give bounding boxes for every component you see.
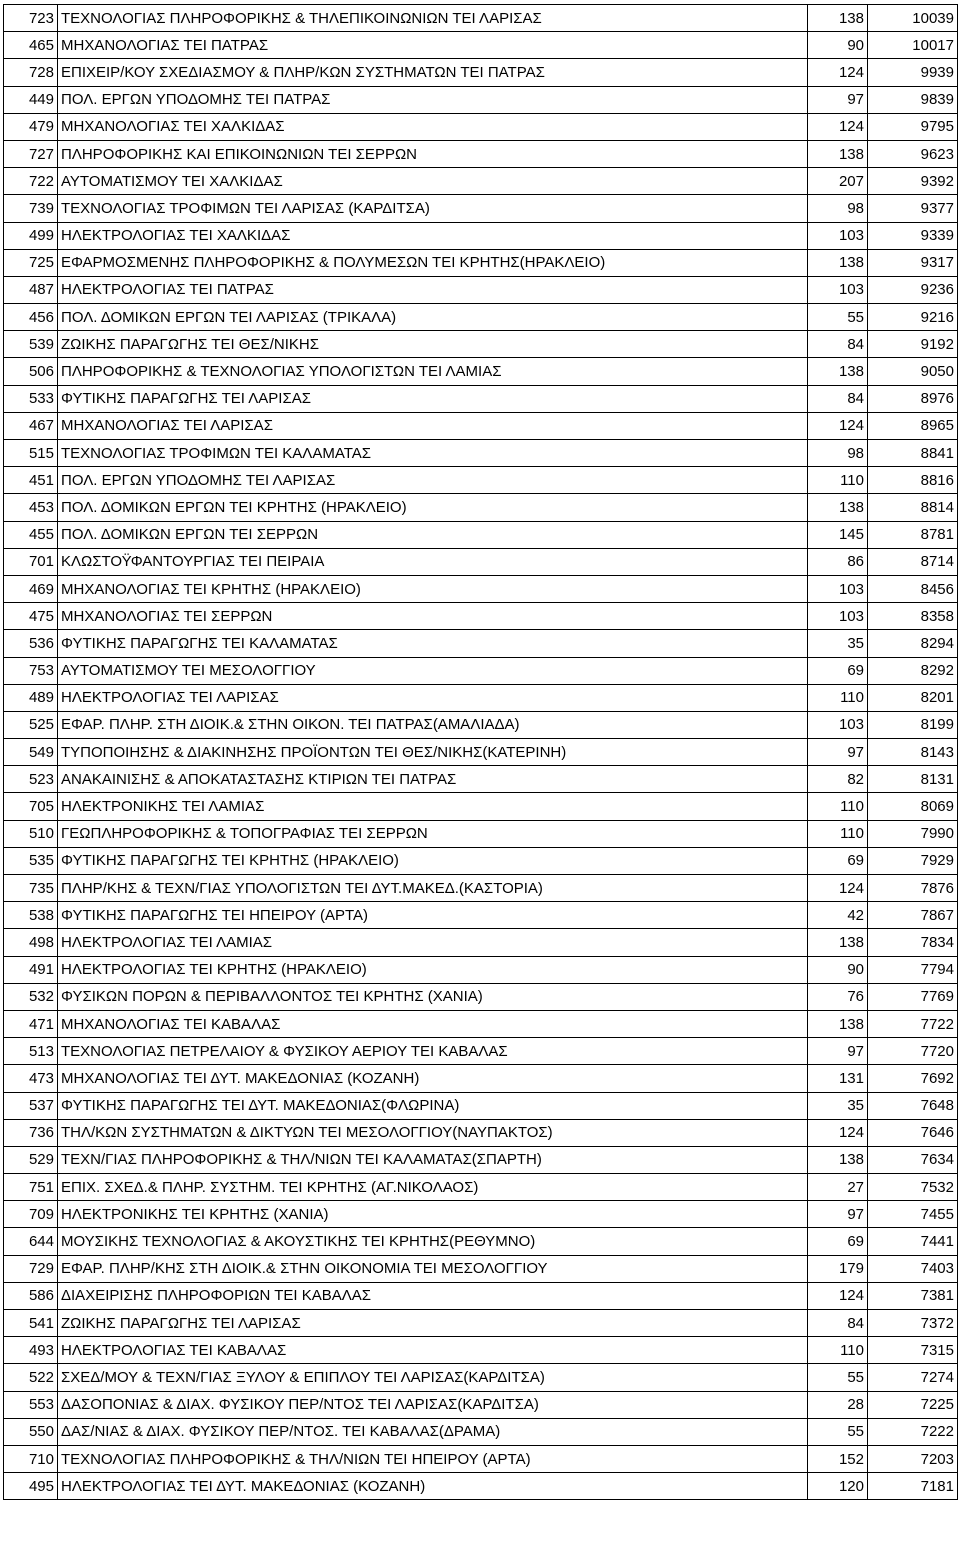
department-code-cell: 491 bbox=[4, 956, 58, 983]
table-row bbox=[4, 603, 958, 630]
score-cell: 10017 bbox=[868, 32, 958, 59]
table-row bbox=[4, 1228, 958, 1255]
table-row bbox=[4, 222, 958, 249]
positions-cell: 124 bbox=[808, 113, 868, 140]
department-code-cell: 727 bbox=[4, 140, 58, 167]
score-cell: 8292 bbox=[868, 657, 958, 684]
table-row bbox=[4, 385, 958, 412]
department-code-cell: 553 bbox=[4, 1391, 58, 1418]
score-cell: 8841 bbox=[868, 440, 958, 467]
table-row bbox=[4, 1282, 958, 1309]
score-cell: 9839 bbox=[868, 86, 958, 113]
department-code-cell: 479 bbox=[4, 113, 58, 140]
positions-cell: 152 bbox=[808, 1445, 868, 1472]
table-row bbox=[4, 195, 958, 222]
department-code-cell: 735 bbox=[4, 875, 58, 902]
score-cell: 7646 bbox=[868, 1119, 958, 1146]
positions-cell: 124 bbox=[808, 1282, 868, 1309]
department-name-cell: ΠΟΛ. ΕΡΓΩΝ ΥΠΟΔΟΜΗΣ ΤΕΙ ΛΑΡΙΣΑΣ bbox=[58, 467, 808, 494]
positions-cell: 110 bbox=[808, 467, 868, 494]
department-code-cell: 451 bbox=[4, 467, 58, 494]
department-name-cell: ΦΥΤΙΚΗΣ ΠΑΡΑΓΩΓΗΣ ΤΕΙ ΗΠΕΙΡΟΥ (ΑΡΤΑ) bbox=[58, 902, 808, 929]
score-cell: 7990 bbox=[868, 820, 958, 847]
table-row bbox=[4, 32, 958, 59]
department-code-cell: 523 bbox=[4, 766, 58, 793]
score-cell: 8456 bbox=[868, 575, 958, 602]
department-code-cell: 529 bbox=[4, 1146, 58, 1173]
department-code-cell: 644 bbox=[4, 1228, 58, 1255]
score-cell: 8814 bbox=[868, 494, 958, 521]
positions-cell: 120 bbox=[808, 1473, 868, 1500]
table-row bbox=[4, 1119, 958, 1146]
table-row bbox=[4, 1445, 958, 1472]
department-name-cell: ΤΕΧΝΟΛΟΓΙΑΣ ΤΡΟΦΙΜΩΝ ΤΕΙ ΛΑΡΙΣΑΣ (ΚΑΡΔΙΤΣΑ) bbox=[58, 195, 808, 222]
score-cell: 9939 bbox=[868, 59, 958, 86]
department-code-cell: 493 bbox=[4, 1337, 58, 1364]
table-row bbox=[4, 1473, 958, 1500]
department-name-cell: ΕΦΑΡ. ΠΛΗΡ/ΚΗΣ ΣΤΗ ΔΙΟΙΚ.& ΣΤΗΝ ΟΙΚΟΝΟΜΙΑ ΤΕΙ ΜΕΣΟΛΟΓΓΙΟΥ bbox=[58, 1255, 808, 1282]
score-cell: 7225 bbox=[868, 1391, 958, 1418]
departments-table bbox=[3, 4, 958, 1500]
department-name-cell: ΔΑΣ/ΝΙΑΣ & ΔΙΑΧ. ΦΥΣΙΚΟΥ ΠΕΡ/ΝΤΟΣ. ΤΕΙ ΚΑΒΑΛΑΣ(ΔΡΑΜΑ) bbox=[58, 1418, 808, 1445]
score-cell: 8143 bbox=[868, 739, 958, 766]
positions-cell: 69 bbox=[808, 657, 868, 684]
score-cell: 7867 bbox=[868, 902, 958, 929]
department-code-cell: 550 bbox=[4, 1418, 58, 1445]
department-code-cell: 495 bbox=[4, 1473, 58, 1500]
department-name-cell: ΜΗΧΑΝΟΛΟΓΙΑΣ ΤΕΙ ΚΑΒΑΛΑΣ bbox=[58, 1010, 808, 1037]
table-row bbox=[4, 929, 958, 956]
score-cell: 7403 bbox=[868, 1255, 958, 1282]
table-row bbox=[4, 1418, 958, 1445]
department-code-cell: 537 bbox=[4, 1092, 58, 1119]
positions-cell: 97 bbox=[808, 86, 868, 113]
department-name-cell: ΠΟΛ. ΕΡΓΩΝ ΥΠΟΔΟΜΗΣ ΤΕΙ ΠΑΤΡΑΣ bbox=[58, 86, 808, 113]
table-row bbox=[4, 1065, 958, 1092]
department-name-cell: ΖΩΙΚΗΣ ΠΑΡΑΓΩΓΗΣ ΤΕΙ ΛΑΡΙΣΑΣ bbox=[58, 1310, 808, 1337]
department-code-cell: 449 bbox=[4, 86, 58, 113]
department-name-cell: ΕΠΙΧ. ΣΧΕΔ.& ΠΛΗΡ. ΣΥΣΤΗΜ. ΤΕΙ ΚΡΗΤΗΣ (ΑΓ.ΝΙΚΟΛΑΟΣ) bbox=[58, 1174, 808, 1201]
department-code-cell: 506 bbox=[4, 358, 58, 385]
department-name-cell: ΠΟΛ. ΔΟΜΙΚΩΝ ΕΡΓΩΝ ΤΕΙ ΣΕΡΡΩΝ bbox=[58, 521, 808, 548]
positions-cell: 131 bbox=[808, 1065, 868, 1092]
positions-cell: 110 bbox=[808, 1337, 868, 1364]
score-cell: 8131 bbox=[868, 766, 958, 793]
department-name-cell: ΜΗΧΑΝΟΛΟΓΙΑΣ ΤΕΙ ΔΥΤ. ΜΑΚΕΔΟΝΙΑΣ (ΚΟΖΑΝΗ) bbox=[58, 1065, 808, 1092]
positions-cell: 124 bbox=[808, 59, 868, 86]
positions-cell: 55 bbox=[808, 304, 868, 331]
table-row bbox=[4, 1146, 958, 1173]
department-code-cell: 549 bbox=[4, 739, 58, 766]
department-code-cell: 487 bbox=[4, 276, 58, 303]
department-name-cell: ΜΗΧΑΝΟΛΟΓΙΑΣ ΤΕΙ ΛΑΡΙΣΑΣ bbox=[58, 412, 808, 439]
table-row bbox=[4, 983, 958, 1010]
score-cell: 7834 bbox=[868, 929, 958, 956]
table-row bbox=[4, 657, 958, 684]
score-cell: 7441 bbox=[868, 1228, 958, 1255]
table-row bbox=[4, 276, 958, 303]
positions-cell: 138 bbox=[808, 1146, 868, 1173]
department-code-cell: 701 bbox=[4, 548, 58, 575]
department-name-cell: ΠΟΛ. ΔΟΜΙΚΩΝ ΕΡΓΩΝ ΤΕΙ ΚΡΗΤΗΣ (ΗΡΑΚΛΕΙΟ) bbox=[58, 494, 808, 521]
table-row bbox=[4, 140, 958, 167]
positions-cell: 103 bbox=[808, 276, 868, 303]
positions-cell: 84 bbox=[808, 331, 868, 358]
department-name-cell: ΗΛΕΚΤΡΟΛΟΓΙΑΣ ΤΕΙ ΚΑΒΑΛΑΣ bbox=[58, 1337, 808, 1364]
table-row bbox=[4, 168, 958, 195]
positions-cell: 124 bbox=[808, 875, 868, 902]
score-cell: 7274 bbox=[868, 1364, 958, 1391]
positions-cell: 138 bbox=[808, 494, 868, 521]
department-name-cell: ΤΥΠΟΠΟΙΗΣΗΣ & ΔΙΑΚΙΝΗΣΗΣ ΠΡΟΪΟΝΤΩΝ ΤΕΙ ΘΕΣ/ΝΙΚΗΣ(ΚΑΤΕΡΙΝΗ) bbox=[58, 739, 808, 766]
department-name-cell: ΑΥΤΟΜΑΤΙΣΜΟΥ ΤΕΙ ΜΕΣΟΛΟΓΓΙΟΥ bbox=[58, 657, 808, 684]
department-name-cell: ΜΗΧΑΝΟΛΟΓΙΑΣ ΤΕΙ ΚΡΗΤΗΣ (ΗΡΑΚΛΕΙΟ) bbox=[58, 575, 808, 602]
table-row bbox=[4, 902, 958, 929]
positions-cell: 82 bbox=[808, 766, 868, 793]
department-name-cell: ΗΛΕΚΤΡΟΛΟΓΙΑΣ ΤΕΙ ΔΥΤ. ΜΑΚΕΔΟΝΙΑΣ (ΚΟΖΑΝΗ) bbox=[58, 1473, 808, 1500]
department-name-cell: ΦΥΤΙΚΗΣ ΠΑΡΑΓΩΓΗΣ ΤΕΙ ΔΥΤ. ΜΑΚΕΔΟΝΙΑΣ(ΦΛΩΡΙΝΑ) bbox=[58, 1092, 808, 1119]
department-name-cell: ΤΕΧΝ/ΓΙΑΣ ΠΛΗΡΟΦΟΡΙΚΗΣ & ΤΗΛ/ΝΙΩΝ ΤΕΙ ΚΑΛΑΜΑΤΑΣ(ΣΠΑΡΤΗ) bbox=[58, 1146, 808, 1173]
department-code-cell: 586 bbox=[4, 1282, 58, 1309]
positions-cell: 145 bbox=[808, 521, 868, 548]
score-cell: 9795 bbox=[868, 113, 958, 140]
score-cell: 7648 bbox=[868, 1092, 958, 1119]
table-row bbox=[4, 766, 958, 793]
table-row bbox=[4, 793, 958, 820]
table-row bbox=[4, 1038, 958, 1065]
department-code-cell: 453 bbox=[4, 494, 58, 521]
table-body bbox=[4, 5, 958, 1500]
table-row bbox=[4, 575, 958, 602]
score-cell: 9236 bbox=[868, 276, 958, 303]
score-cell: 7203 bbox=[868, 1445, 958, 1472]
table-row bbox=[4, 412, 958, 439]
department-code-cell: 736 bbox=[4, 1119, 58, 1146]
table-row bbox=[4, 875, 958, 902]
table-row bbox=[4, 304, 958, 331]
positions-cell: 138 bbox=[808, 140, 868, 167]
table-row bbox=[4, 467, 958, 494]
department-code-cell: 725 bbox=[4, 249, 58, 276]
score-cell: 8781 bbox=[868, 521, 958, 548]
department-code-cell: 541 bbox=[4, 1310, 58, 1337]
score-cell: 10039 bbox=[868, 5, 958, 32]
score-cell: 9339 bbox=[868, 222, 958, 249]
department-name-cell: ΕΦΑΡΜΟΣΜΕΝΗΣ ΠΛΗΡΟΦΟΡΙΚΗΣ & ΠΟΛΥΜΕΣΩΝ ΤΕΙ ΚΡΗΤΗΣ(ΗΡΑΚΛΕΙΟ) bbox=[58, 249, 808, 276]
department-code-cell: 709 bbox=[4, 1201, 58, 1228]
department-name-cell: ΔΑΣΟΠΟΝΙΑΣ & ΔΙΑΧ. ΦΥΣΙΚΟΥ ΠΕΡ/ΝΤΟΣ ΤΕΙ ΛΑΡΙΣΑΣ(ΚΑΡΔΙΤΣΑ) bbox=[58, 1391, 808, 1418]
positions-cell: 138 bbox=[808, 929, 868, 956]
department-name-cell: ΑΥΤΟΜΑΤΙΣΜΟΥ ΤΕΙ ΧΑΛΚΙΔΑΣ bbox=[58, 168, 808, 195]
department-name-cell: ΦΥΤΙΚΗΣ ΠΑΡΑΓΩΓΗΣ ΤΕΙ ΛΑΡΙΣΑΣ bbox=[58, 385, 808, 412]
table-row bbox=[4, 684, 958, 711]
positions-cell: 84 bbox=[808, 385, 868, 412]
score-cell: 9050 bbox=[868, 358, 958, 385]
department-name-cell: ΤΕΧΝΟΛΟΓΙΑΣ ΠΛΗΡΟΦΟΡΙΚΗΣ & ΤΗΛΕΠΙΚΟΙΝΩΝΙΩΝ ΤΕΙ ΛΑΡΙΣΑΣ bbox=[58, 5, 808, 32]
department-code-cell: 729 bbox=[4, 1255, 58, 1282]
department-code-cell: 705 bbox=[4, 793, 58, 820]
department-name-cell: ΜΗΧΑΝΟΛΟΓΙΑΣ ΤΕΙ ΧΑΛΚΙΔΑΣ bbox=[58, 113, 808, 140]
score-cell: 9192 bbox=[868, 331, 958, 358]
department-name-cell: ΗΛΕΚΤΡΟΝΙΚΗΣ ΤΕΙ ΚΡΗΤΗΣ (ΧΑΝΙΑ) bbox=[58, 1201, 808, 1228]
positions-cell: 69 bbox=[808, 847, 868, 874]
department-name-cell: ΚΛΩΣΤΟΫΦΑΝΤΟΥΡΓΙΑΣ ΤΕΙ ΠΕΙΡΑΙΑ bbox=[58, 548, 808, 575]
department-name-cell: ΤΕΧΝΟΛΟΓΙΑΣ ΠΕΤΡΕΛΑΙΟΥ & ΦΥΣΙΚΟΥ ΑΕΡΙΟΥ ΤΕΙ ΚΑΒΑΛΑΣ bbox=[58, 1038, 808, 1065]
table-row bbox=[4, 494, 958, 521]
table-row bbox=[4, 630, 958, 657]
positions-cell: 110 bbox=[808, 684, 868, 711]
positions-cell: 76 bbox=[808, 983, 868, 1010]
department-code-cell: 475 bbox=[4, 603, 58, 630]
positions-cell: 138 bbox=[808, 358, 868, 385]
table-row bbox=[4, 358, 958, 385]
department-name-cell: ΣΧΕΔ/ΜΟΥ & ΤΕΧΝ/ΓΙΑΣ ΞΥΛΟΥ & ΕΠΙΠΛΟΥ ΤΕΙ ΛΑΡΙΣΑΣ(ΚΑΡΔΙΤΣΑ) bbox=[58, 1364, 808, 1391]
department-code-cell: 753 bbox=[4, 657, 58, 684]
table-row bbox=[4, 1310, 958, 1337]
department-name-cell: ΗΛΕΚΤΡΟΛΟΓΙΑΣ ΤΕΙ ΛΑΜΙΑΣ bbox=[58, 929, 808, 956]
department-code-cell: 510 bbox=[4, 820, 58, 847]
positions-cell: 42 bbox=[808, 902, 868, 929]
department-code-cell: 498 bbox=[4, 929, 58, 956]
department-code-cell: 535 bbox=[4, 847, 58, 874]
score-cell: 9623 bbox=[868, 140, 958, 167]
positions-cell: 55 bbox=[808, 1364, 868, 1391]
score-cell: 8976 bbox=[868, 385, 958, 412]
table-row bbox=[4, 956, 958, 983]
score-cell: 8358 bbox=[868, 603, 958, 630]
score-cell: 8965 bbox=[868, 412, 958, 439]
department-code-cell: 471 bbox=[4, 1010, 58, 1037]
positions-cell: 207 bbox=[808, 168, 868, 195]
department-code-cell: 456 bbox=[4, 304, 58, 331]
department-name-cell: ΦΥΣΙΚΩΝ ΠΟΡΩΝ & ΠΕΡΙΒΑΛΛΟΝΤΟΣ ΤΕΙ ΚΡΗΤΗΣ (ΧΑΝΙΑ) bbox=[58, 983, 808, 1010]
department-code-cell: 723 bbox=[4, 5, 58, 32]
department-name-cell: ΤΗΛ/ΚΩΝ ΣΥΣΤΗΜΑΤΩΝ & ΔΙΚΤΥΩΝ ΤΕΙ ΜΕΣΟΛΟΓΓΙΟΥ(ΝΑΥΠΑΚΤΟΣ) bbox=[58, 1119, 808, 1146]
score-cell: 7222 bbox=[868, 1418, 958, 1445]
score-cell: 9392 bbox=[868, 168, 958, 195]
positions-cell: 28 bbox=[808, 1391, 868, 1418]
positions-cell: 103 bbox=[808, 222, 868, 249]
positions-cell: 103 bbox=[808, 575, 868, 602]
table-row bbox=[4, 820, 958, 847]
score-cell: 9377 bbox=[868, 195, 958, 222]
department-name-cell: ΕΠΙΧΕΙΡ/ΚΟΥ ΣΧΕΔΙΑΣΜΟΥ & ΠΛΗΡ/ΚΩΝ ΣΥΣΤΗΜΑΤΩΝ ΤΕΙ ΠΑΤΡΑΣ bbox=[58, 59, 808, 86]
department-name-cell: ΗΛΕΚΤΡΟΛΟΓΙΑΣ ΤΕΙ ΛΑΡΙΣΑΣ bbox=[58, 684, 808, 711]
department-name-cell: ΗΛΕΚΤΡΟΛΟΓΙΑΣ ΤΕΙ ΧΑΛΚΙΔΑΣ bbox=[58, 222, 808, 249]
department-name-cell: ΜΟΥΣΙΚΗΣ ΤΕΧΝΟΛΟΓΙΑΣ & ΑΚΟΥΣΤΙΚΗΣ ΤΕΙ ΚΡΗΤΗΣ(ΡΕΘΥΜΝΟ) bbox=[58, 1228, 808, 1255]
table-row bbox=[4, 331, 958, 358]
department-code-cell: 469 bbox=[4, 575, 58, 602]
positions-cell: 35 bbox=[808, 1092, 868, 1119]
positions-cell: 55 bbox=[808, 1418, 868, 1445]
positions-cell: 69 bbox=[808, 1228, 868, 1255]
department-code-cell: 728 bbox=[4, 59, 58, 86]
department-name-cell: ΤΕΧΝΟΛΟΓΙΑΣ ΤΡΟΦΙΜΩΝ ΤΕΙ ΚΑΛΑΜΑΤΑΣ bbox=[58, 440, 808, 467]
department-name-cell: ΜΗΧΑΝΟΛΟΓΙΑΣ ΤΕΙ ΠΑΤΡΑΣ bbox=[58, 32, 808, 59]
positions-cell: 110 bbox=[808, 820, 868, 847]
positions-cell: 103 bbox=[808, 711, 868, 738]
table-row bbox=[4, 1364, 958, 1391]
positions-cell: 138 bbox=[808, 249, 868, 276]
positions-cell: 90 bbox=[808, 956, 868, 983]
positions-cell: 98 bbox=[808, 195, 868, 222]
table-row bbox=[4, 1201, 958, 1228]
department-name-cell: ΗΛΕΚΤΡΟΝΙΚΗΣ ΤΕΙ ΛΑΜΙΑΣ bbox=[58, 793, 808, 820]
score-cell: 7876 bbox=[868, 875, 958, 902]
department-code-cell: 525 bbox=[4, 711, 58, 738]
positions-cell: 124 bbox=[808, 412, 868, 439]
positions-cell: 97 bbox=[808, 739, 868, 766]
score-cell: 8201 bbox=[868, 684, 958, 711]
department-code-cell: 710 bbox=[4, 1445, 58, 1472]
department-name-cell: ΔΙΑΧΕΙΡΙΣΗΣ ΠΛΗΡΟΦΟΡΙΩΝ ΤΕΙ ΚΑΒΑΛΑΣ bbox=[58, 1282, 808, 1309]
table-row bbox=[4, 5, 958, 32]
positions-cell: 97 bbox=[808, 1038, 868, 1065]
department-code-cell: 722 bbox=[4, 168, 58, 195]
department-code-cell: 739 bbox=[4, 195, 58, 222]
department-name-cell: ΕΦΑΡ. ΠΛΗΡ. ΣΤΗ ΔΙΟΙΚ.& ΣΤΗΝ ΟΙΚΟΝ. ΤΕΙ ΠΑΤΡΑΣ(ΑΜΑΛΙΑΔΑ) bbox=[58, 711, 808, 738]
score-cell: 8816 bbox=[868, 467, 958, 494]
department-code-cell: 473 bbox=[4, 1065, 58, 1092]
department-name-cell: ΜΗΧΑΝΟΛΟΓΙΑΣ ΤΕΙ ΣΕΡΡΩΝ bbox=[58, 603, 808, 630]
positions-cell: 84 bbox=[808, 1310, 868, 1337]
table-row bbox=[4, 249, 958, 276]
department-code-cell: 489 bbox=[4, 684, 58, 711]
positions-cell: 27 bbox=[808, 1174, 868, 1201]
table-row bbox=[4, 1391, 958, 1418]
department-name-cell: ΠΛΗΡΟΦΟΡΙΚΗΣ & ΤΕΧΝΟΛΟΓΙΑΣ ΥΠΟΛΟΓΙΣΤΩΝ ΤΕΙ ΛΑΜΙΑΣ bbox=[58, 358, 808, 385]
positions-cell: 179 bbox=[808, 1255, 868, 1282]
department-name-cell: ΦΥΤΙΚΗΣ ΠΑΡΑΓΩΓΗΣ ΤΕΙ ΚΑΛΑΜΑΤΑΣ bbox=[58, 630, 808, 657]
score-cell: 8069 bbox=[868, 793, 958, 820]
score-cell: 8199 bbox=[868, 711, 958, 738]
department-code-cell: 533 bbox=[4, 385, 58, 412]
department-name-cell: ΠΛΗΡ/ΚΗΣ & ΤΕΧΝ/ΓΙΑΣ ΥΠΟΛΟΓΙΣΤΩΝ ΤΕΙ ΔΥΤ.ΜΑΚΕΔ.(ΚΑΣΤΟΡΙΑ) bbox=[58, 875, 808, 902]
table-row bbox=[4, 1337, 958, 1364]
score-cell: 7722 bbox=[868, 1010, 958, 1037]
table-row bbox=[4, 1010, 958, 1037]
table-row bbox=[4, 847, 958, 874]
table-row bbox=[4, 440, 958, 467]
table-row bbox=[4, 1174, 958, 1201]
positions-cell: 103 bbox=[808, 603, 868, 630]
department-code-cell: 751 bbox=[4, 1174, 58, 1201]
department-name-cell: ΗΛΕΚΤΡΟΛΟΓΙΑΣ ΤΕΙ ΚΡΗΤΗΣ (ΗΡΑΚΛΕΙΟ) bbox=[58, 956, 808, 983]
score-cell: 7532 bbox=[868, 1174, 958, 1201]
score-cell: 7455 bbox=[868, 1201, 958, 1228]
table-row bbox=[4, 739, 958, 766]
positions-cell: 138 bbox=[808, 1010, 868, 1037]
score-cell: 8294 bbox=[868, 630, 958, 657]
score-cell: 9317 bbox=[868, 249, 958, 276]
department-name-cell: ΖΩΙΚΗΣ ΠΑΡΑΓΩΓΗΣ ΤΕΙ ΘΕΣ/ΝΙΚΗΣ bbox=[58, 331, 808, 358]
table-row bbox=[4, 86, 958, 113]
score-cell: 7794 bbox=[868, 956, 958, 983]
score-cell: 7929 bbox=[868, 847, 958, 874]
positions-cell: 110 bbox=[808, 793, 868, 820]
score-cell: 7692 bbox=[868, 1065, 958, 1092]
positions-cell: 138 bbox=[808, 5, 868, 32]
table-row bbox=[4, 1255, 958, 1282]
positions-cell: 97 bbox=[808, 1201, 868, 1228]
score-cell: 7634 bbox=[868, 1146, 958, 1173]
positions-cell: 86 bbox=[808, 548, 868, 575]
score-cell: 7720 bbox=[868, 1038, 958, 1065]
table-row bbox=[4, 711, 958, 738]
department-code-cell: 465 bbox=[4, 32, 58, 59]
department-code-cell: 539 bbox=[4, 331, 58, 358]
department-code-cell: 538 bbox=[4, 902, 58, 929]
department-code-cell: 455 bbox=[4, 521, 58, 548]
positions-cell: 90 bbox=[808, 32, 868, 59]
score-cell: 7381 bbox=[868, 1282, 958, 1309]
department-name-cell: ΠΟΛ. ΔΟΜΙΚΩΝ ΕΡΓΩΝ ΤΕΙ ΛΑΡΙΣΑΣ (ΤΡΙΚΑΛΑ) bbox=[58, 304, 808, 331]
department-code-cell: 515 bbox=[4, 440, 58, 467]
score-cell: 7315 bbox=[868, 1337, 958, 1364]
department-code-cell: 522 bbox=[4, 1364, 58, 1391]
table-row bbox=[4, 1092, 958, 1119]
department-name-cell: ΑΝΑΚΑΙΝΙΣΗΣ & ΑΠΟΚΑΤΑΣΤΑΣΗΣ ΚΤΙΡΙΩΝ ΤΕΙ ΠΑΤΡΑΣ bbox=[58, 766, 808, 793]
department-code-cell: 532 bbox=[4, 983, 58, 1010]
department-name-cell: ΗΛΕΚΤΡΟΛΟΓΙΑΣ ΤΕΙ ΠΑΤΡΑΣ bbox=[58, 276, 808, 303]
department-code-cell: 536 bbox=[4, 630, 58, 657]
positions-cell: 35 bbox=[808, 630, 868, 657]
positions-cell: 98 bbox=[808, 440, 868, 467]
department-name-cell: ΠΛΗΡΟΦΟΡΙΚΗΣ ΚΑΙ ΕΠΙΚΟΙΝΩΝΙΩΝ ΤΕΙ ΣΕΡΡΩΝ bbox=[58, 140, 808, 167]
score-cell: 8714 bbox=[868, 548, 958, 575]
department-code-cell: 499 bbox=[4, 222, 58, 249]
table-row bbox=[4, 548, 958, 575]
table-row bbox=[4, 113, 958, 140]
department-code-cell: 467 bbox=[4, 412, 58, 439]
department-name-cell: ΤΕΧΝΟΛΟΓΙΑΣ ΠΛΗΡΟΦΟΡΙΚΗΣ & ΤΗΛ/ΝΙΩΝ ΤΕΙ ΗΠΕΙΡΟΥ (ΑΡΤΑ) bbox=[58, 1445, 808, 1472]
score-cell: 7769 bbox=[868, 983, 958, 1010]
department-name-cell: ΦΥΤΙΚΗΣ ΠΑΡΑΓΩΓΗΣ ΤΕΙ ΚΡΗΤΗΣ (ΗΡΑΚΛΕΙΟ) bbox=[58, 847, 808, 874]
score-cell: 9216 bbox=[868, 304, 958, 331]
table-row bbox=[4, 521, 958, 548]
score-cell: 7181 bbox=[868, 1473, 958, 1500]
table-row bbox=[4, 59, 958, 86]
score-cell: 7372 bbox=[868, 1310, 958, 1337]
positions-cell: 124 bbox=[808, 1119, 868, 1146]
department-name-cell: ΓΕΩΠΛΗΡΟΦΟΡΙΚΗΣ & ΤΟΠΟΓΡΑΦΙΑΣ ΤΕΙ ΣΕΡΡΩΝ bbox=[58, 820, 808, 847]
department-code-cell: 513 bbox=[4, 1038, 58, 1065]
